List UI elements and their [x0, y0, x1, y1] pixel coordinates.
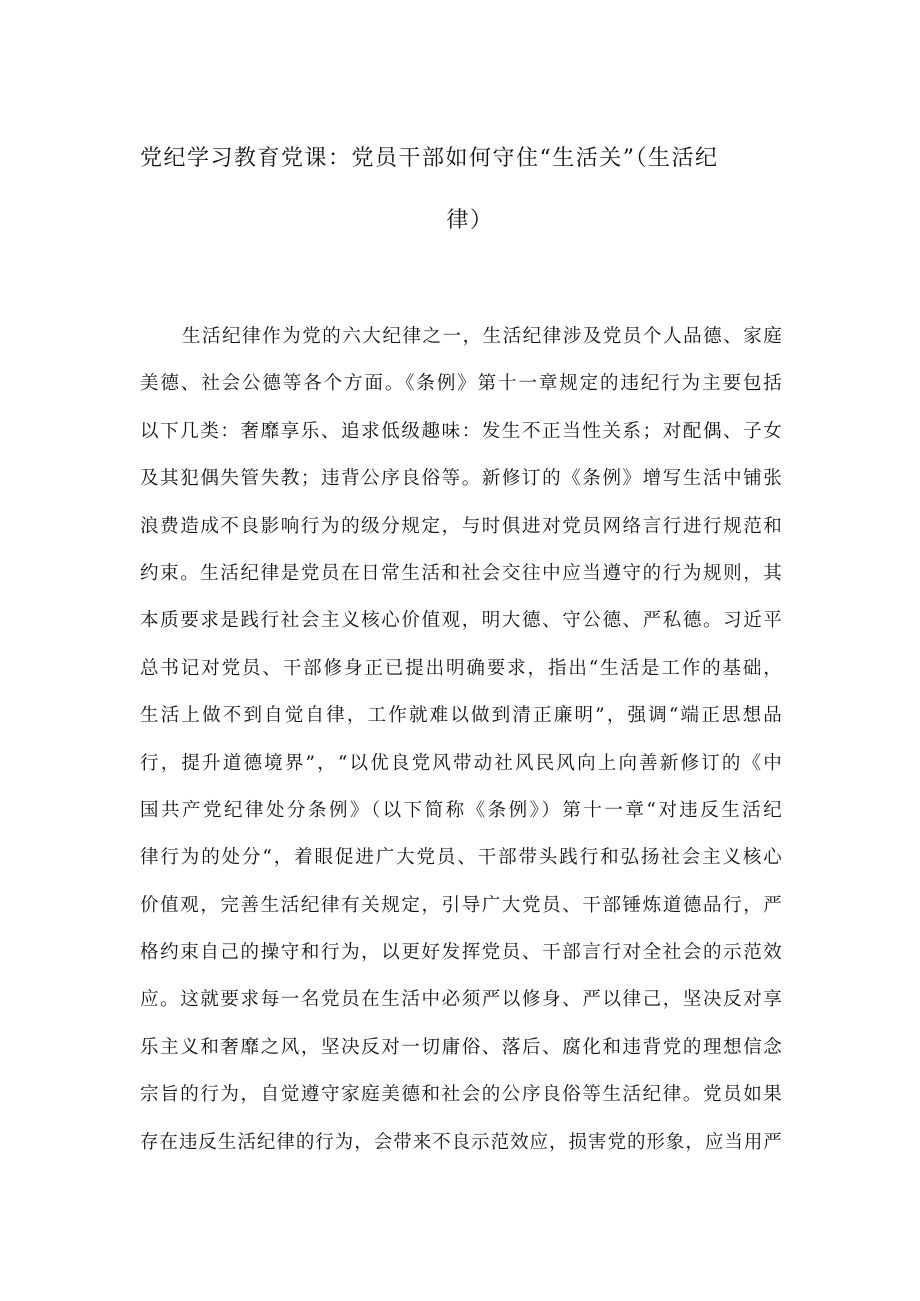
paragraph-line: 生活上做不到自觉自律，工作就难以做到清正廉明”，强调“端正思想品: [140, 705, 782, 727]
paragraph-line: 乐主义和奢靡之风，坚决反对一切庸俗、落后、腐化和违背党的理想信念: [140, 1036, 782, 1058]
paragraph-line: 存在违反生活纪律的行为，会带来不良示范效应，损害党的形象，应当用严: [140, 1131, 782, 1153]
paragraph-line: 浪费造成不良影响行为的级分规定，与时俱进对党员网络言行进行规范和: [140, 515, 782, 537]
paragraph-line: 及其犯偶失管失教；违背公序良俗等。新修订的《条例》增写生活中铺张: [140, 468, 782, 490]
paragraph-line: 律行为的处分“，着眼促进广大党员、干部带头践行和弘扬社会主义核心: [140, 847, 782, 869]
title-line-2: 律）: [446, 208, 494, 233]
paragraph-line: 总书记对党员、干部修身正已提出明确要求，指出“生活是工作的基础，: [140, 657, 782, 679]
paragraph-line: 约束。生活纪律是党员在日常生活和社会交往中应当遵守的行为规则，其: [140, 562, 782, 584]
paragraph-line: 美德、社会公德等各个方面。《条例》第十一章规定的违纪行为主要包括: [140, 373, 782, 395]
paragraph-line: 国共产党纪律处分条例》（以下简称《条例》）第十一章“对违反生活纪: [140, 799, 782, 821]
paragraph-line: 行，提升道德境界”，“以优良党风带动社风民风向上向善新修订的《中: [140, 752, 782, 774]
paragraph-line: 生活纪律作为党的六大纪律之一，生活纪律涉及党员个人品德、家庭: [182, 326, 782, 347]
paragraph-line: 价值观，完善生活纪律有关规定，引导广大党员、干部锤炼道德品行，严: [140, 894, 782, 916]
title-line-1: 党纪学习教育党课：党员干部如何守住“生活关”（生活纪: [140, 146, 719, 171]
paragraph-line: 格约束自己的操守和行为，以更好发挥党员、干部言行对全社会的示范效: [140, 942, 782, 964]
document-title: [140, 128, 780, 252]
paragraph-line: 以下几类：奢靡享乐、追求低级趣味：发生不正当性关系；对配偶、子女: [140, 420, 782, 442]
paragraph-line: 宗旨的行为，自觉遵守家庭美德和社会的公序良俗等生活纪律。党员如果: [140, 1084, 782, 1106]
body-paragraph: [140, 313, 782, 1166]
paragraph-line: 应。这就要求每一名党员在生活中必须严以修身、严以律己，坚决反对享: [140, 989, 782, 1011]
paragraph-line: 本质要求是践行社会主义核心价值观，明大德、守公德、严私德。习近平: [140, 610, 782, 632]
